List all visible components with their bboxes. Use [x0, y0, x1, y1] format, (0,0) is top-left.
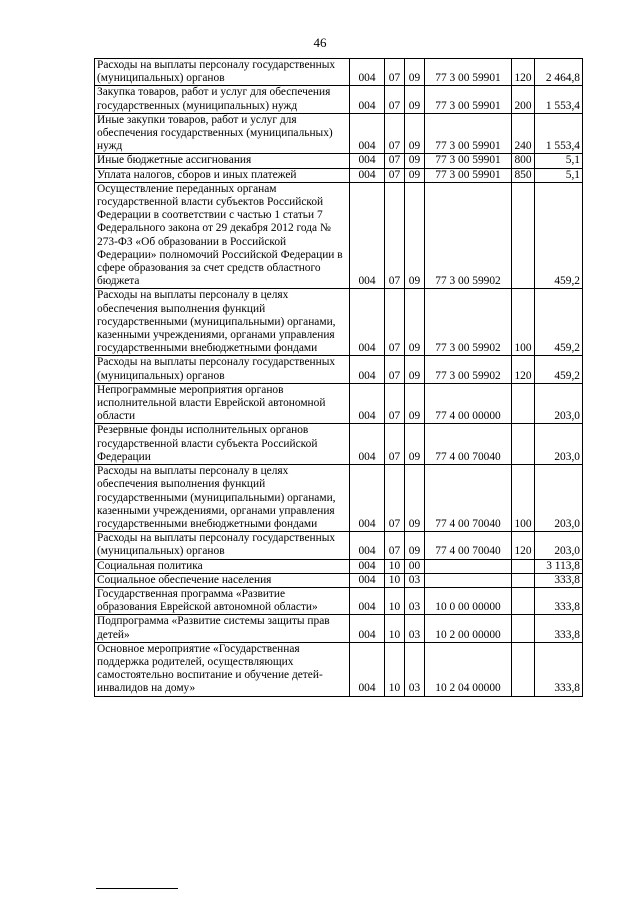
table-row: [95, 86, 583, 113]
section-code-cell: 07: [385, 532, 405, 559]
subsection-code-cell: 09: [405, 465, 425, 532]
amount-cell: 459,2: [535, 356, 583, 383]
row-name-cell: Непрограммные мероприятия органов исполнительной власти Еврейской автономной области: [95, 383, 350, 424]
expense-type-cell: [512, 182, 535, 289]
target-article-cell: [425, 573, 512, 587]
row-name-cell: Социальное обеспечение населения: [95, 573, 350, 587]
subsection-code-cell: 09: [405, 113, 425, 154]
section-code-cell: 07: [385, 59, 405, 86]
table-row: [95, 573, 583, 587]
target-article-cell: [425, 559, 512, 573]
amount-cell: 203,0: [535, 383, 583, 424]
row-name-cell: Расходы на выплаты персоналу государственных (муниципальных) органов: [95, 59, 350, 86]
target-article-cell: 77 3 00 59902: [425, 289, 512, 356]
section-code-cell: 07: [385, 465, 405, 532]
amount-cell: 333,8: [535, 642, 583, 696]
subsection-code-cell: 03: [405, 642, 425, 696]
row-name-cell: Иные закупки товаров, работ и услуг для обеспечения государственных (муниципальных) нужд: [95, 113, 350, 154]
subsection-code-cell: 09: [405, 168, 425, 182]
ministry-code-cell: 004: [350, 642, 385, 696]
table-row: [95, 168, 583, 182]
subsection-code-cell: 03: [405, 587, 425, 614]
target-article-cell: 77 4 00 70040: [425, 465, 512, 532]
ministry-code-cell: 004: [350, 289, 385, 356]
ministry-code-cell: 004: [350, 424, 385, 465]
amount-cell: 203,0: [535, 424, 583, 465]
budget-table: [94, 58, 583, 697]
row-name-cell: Иные бюджетные ассигнования: [95, 154, 350, 168]
expense-type-cell: 240: [512, 113, 535, 154]
subsection-code-cell: 00: [405, 559, 425, 573]
amount-cell: 333,8: [535, 615, 583, 642]
amount-cell: 459,2: [535, 289, 583, 356]
ministry-code-cell: 004: [350, 113, 385, 154]
row-name-cell: Подпрограмма «Развитие системы защиты прав детей»: [95, 615, 350, 642]
table-row: [95, 642, 583, 696]
row-name-cell: Основное мероприятие «Государственная поддержка родителей, осуществляющих самостоятельно воспитание и обучение детей-инвалидов на дому»: [95, 642, 350, 696]
expense-type-cell: [512, 573, 535, 587]
table-row: [95, 587, 583, 614]
subsection-code-cell: 09: [405, 86, 425, 113]
subsection-code-cell: 09: [405, 532, 425, 559]
section-code-cell: 07: [385, 182, 405, 289]
ministry-code-cell: 004: [350, 356, 385, 383]
expense-type-cell: 120: [512, 356, 535, 383]
ministry-code-cell: 004: [350, 615, 385, 642]
table-row: [95, 154, 583, 168]
target-article-cell: 77 4 00 70040: [425, 424, 512, 465]
section-code-cell: 07: [385, 168, 405, 182]
expense-type-cell: [512, 587, 535, 614]
row-name-cell: Расходы на выплаты персоналу государственных (муниципальных) органов: [95, 532, 350, 559]
target-article-cell: 10 0 00 00000: [425, 587, 512, 614]
target-article-cell: 77 3 00 59901: [425, 86, 512, 113]
section-code-cell: 10: [385, 573, 405, 587]
expense-type-cell: [512, 383, 535, 424]
expense-type-cell: [512, 615, 535, 642]
section-code-cell: 07: [385, 154, 405, 168]
section-code-cell: 07: [385, 383, 405, 424]
subsection-code-cell: 09: [405, 182, 425, 289]
table-row: [95, 356, 583, 383]
amount-cell: 333,8: [535, 573, 583, 587]
amount-cell: 5,1: [535, 154, 583, 168]
ministry-code-cell: 004: [350, 154, 385, 168]
ministry-code-cell: 004: [350, 59, 385, 86]
subsection-code-cell: 09: [405, 383, 425, 424]
ministry-code-cell: 004: [350, 182, 385, 289]
amount-cell: 459,2: [535, 182, 583, 289]
target-article-cell: 77 3 00 59902: [425, 356, 512, 383]
section-code-cell: 07: [385, 356, 405, 383]
ministry-code-cell: 004: [350, 383, 385, 424]
subsection-code-cell: 09: [405, 154, 425, 168]
section-code-cell: 07: [385, 424, 405, 465]
ministry-code-cell: 004: [350, 86, 385, 113]
table-row: [95, 289, 583, 356]
expense-type-cell: [512, 424, 535, 465]
expense-type-cell: 100: [512, 289, 535, 356]
row-name-cell: Расходы на выплаты персоналу государственных (муниципальных) органов: [95, 356, 350, 383]
row-name-cell: Расходы на выплаты персоналу в целях обеспечения выполнения функций государственными (муниципальными) органами, казенными учреждениями, органами управления государственными внебюджетными фондами: [95, 289, 350, 356]
expense-type-cell: 800: [512, 154, 535, 168]
section-code-cell: 10: [385, 615, 405, 642]
amount-cell: 3 113,8: [535, 559, 583, 573]
section-code-cell: 10: [385, 587, 405, 614]
row-name-cell: Государственная программа «Развитие образования Еврейской автономной области»: [95, 587, 350, 614]
table-row: [95, 465, 583, 532]
amount-cell: 203,0: [535, 465, 583, 532]
amount-cell: 1 553,4: [535, 86, 583, 113]
target-article-cell: 77 3 00 59901: [425, 168, 512, 182]
subsection-code-cell: 03: [405, 573, 425, 587]
target-article-cell: 77 3 00 59901: [425, 154, 512, 168]
amount-cell: 333,8: [535, 587, 583, 614]
table-row: [95, 615, 583, 642]
ministry-code-cell: 004: [350, 587, 385, 614]
section-code-cell: 07: [385, 86, 405, 113]
row-name-cell: Резервные фонды исполнительных органов государственной власти субъекта Российской Федерации: [95, 424, 350, 465]
target-article-cell: 77 3 00 59901: [425, 59, 512, 86]
expense-type-cell: 120: [512, 59, 535, 86]
subsection-code-cell: 09: [405, 59, 425, 86]
footer-divider: [96, 888, 178, 889]
page-number: 46: [313, 35, 327, 50]
section-code-cell: 10: [385, 559, 405, 573]
ministry-code-cell: 004: [350, 532, 385, 559]
expense-type-cell: 120: [512, 532, 535, 559]
row-name-cell: Закупка товаров, работ и услуг для обеспечения государственных (муниципальных) нужд: [95, 86, 350, 113]
subsection-code-cell: 09: [405, 424, 425, 465]
expense-type-cell: [512, 642, 535, 696]
table-row: [95, 383, 583, 424]
row-name-cell: Уплата налогов, сборов и иных платежей: [95, 168, 350, 182]
target-article-cell: 10 2 04 00000: [425, 642, 512, 696]
target-article-cell: 77 3 00 59901: [425, 113, 512, 154]
table-row: [95, 424, 583, 465]
target-article-cell: 77 4 00 00000: [425, 383, 512, 424]
ministry-code-cell: 004: [350, 573, 385, 587]
target-article-cell: 77 3 00 59902: [425, 182, 512, 289]
expense-type-cell: 850: [512, 168, 535, 182]
table-row: [95, 113, 583, 154]
subsection-code-cell: 03: [405, 615, 425, 642]
section-code-cell: 10: [385, 642, 405, 696]
row-name-cell: Социальная политика: [95, 559, 350, 573]
ministry-code-cell: 004: [350, 168, 385, 182]
table-row: [95, 559, 583, 573]
section-code-cell: 07: [385, 113, 405, 154]
table-row: [95, 182, 583, 289]
target-article-cell: 10 2 00 00000: [425, 615, 512, 642]
target-article-cell: 77 4 00 70040: [425, 532, 512, 559]
row-name-cell: Осуществление переданных органам государственной власти субъектов Российской Федерации в соответствии с частью 1 статьи 7 Федерального закона от 29 декабря 2012 года № 273-ФЗ «Об образовании в Российской Федерации» полномочий Российской Федерации в сфере образования за счет средств областного бюджета: [95, 182, 350, 289]
ministry-code-cell: 004: [350, 465, 385, 532]
amount-cell: 5,1: [535, 168, 583, 182]
expense-type-cell: 100: [512, 465, 535, 532]
ministry-code-cell: 004: [350, 559, 385, 573]
row-name-cell: Расходы на выплаты персоналу в целях обеспечения выполнения функций государственными (муниципальными) органами, казенными учреждениями, органами управления государственными внебюджетными фондами: [95, 465, 350, 532]
amount-cell: 1 553,4: [535, 113, 583, 154]
amount-cell: 203,0: [535, 532, 583, 559]
expense-type-cell: 200: [512, 86, 535, 113]
subsection-code-cell: 09: [405, 289, 425, 356]
section-code-cell: 07: [385, 289, 405, 356]
subsection-code-cell: 09: [405, 356, 425, 383]
amount-cell: 2 464,8: [535, 59, 583, 86]
expense-type-cell: [512, 559, 535, 573]
table-row: [95, 532, 583, 559]
table-row: [95, 59, 583, 86]
